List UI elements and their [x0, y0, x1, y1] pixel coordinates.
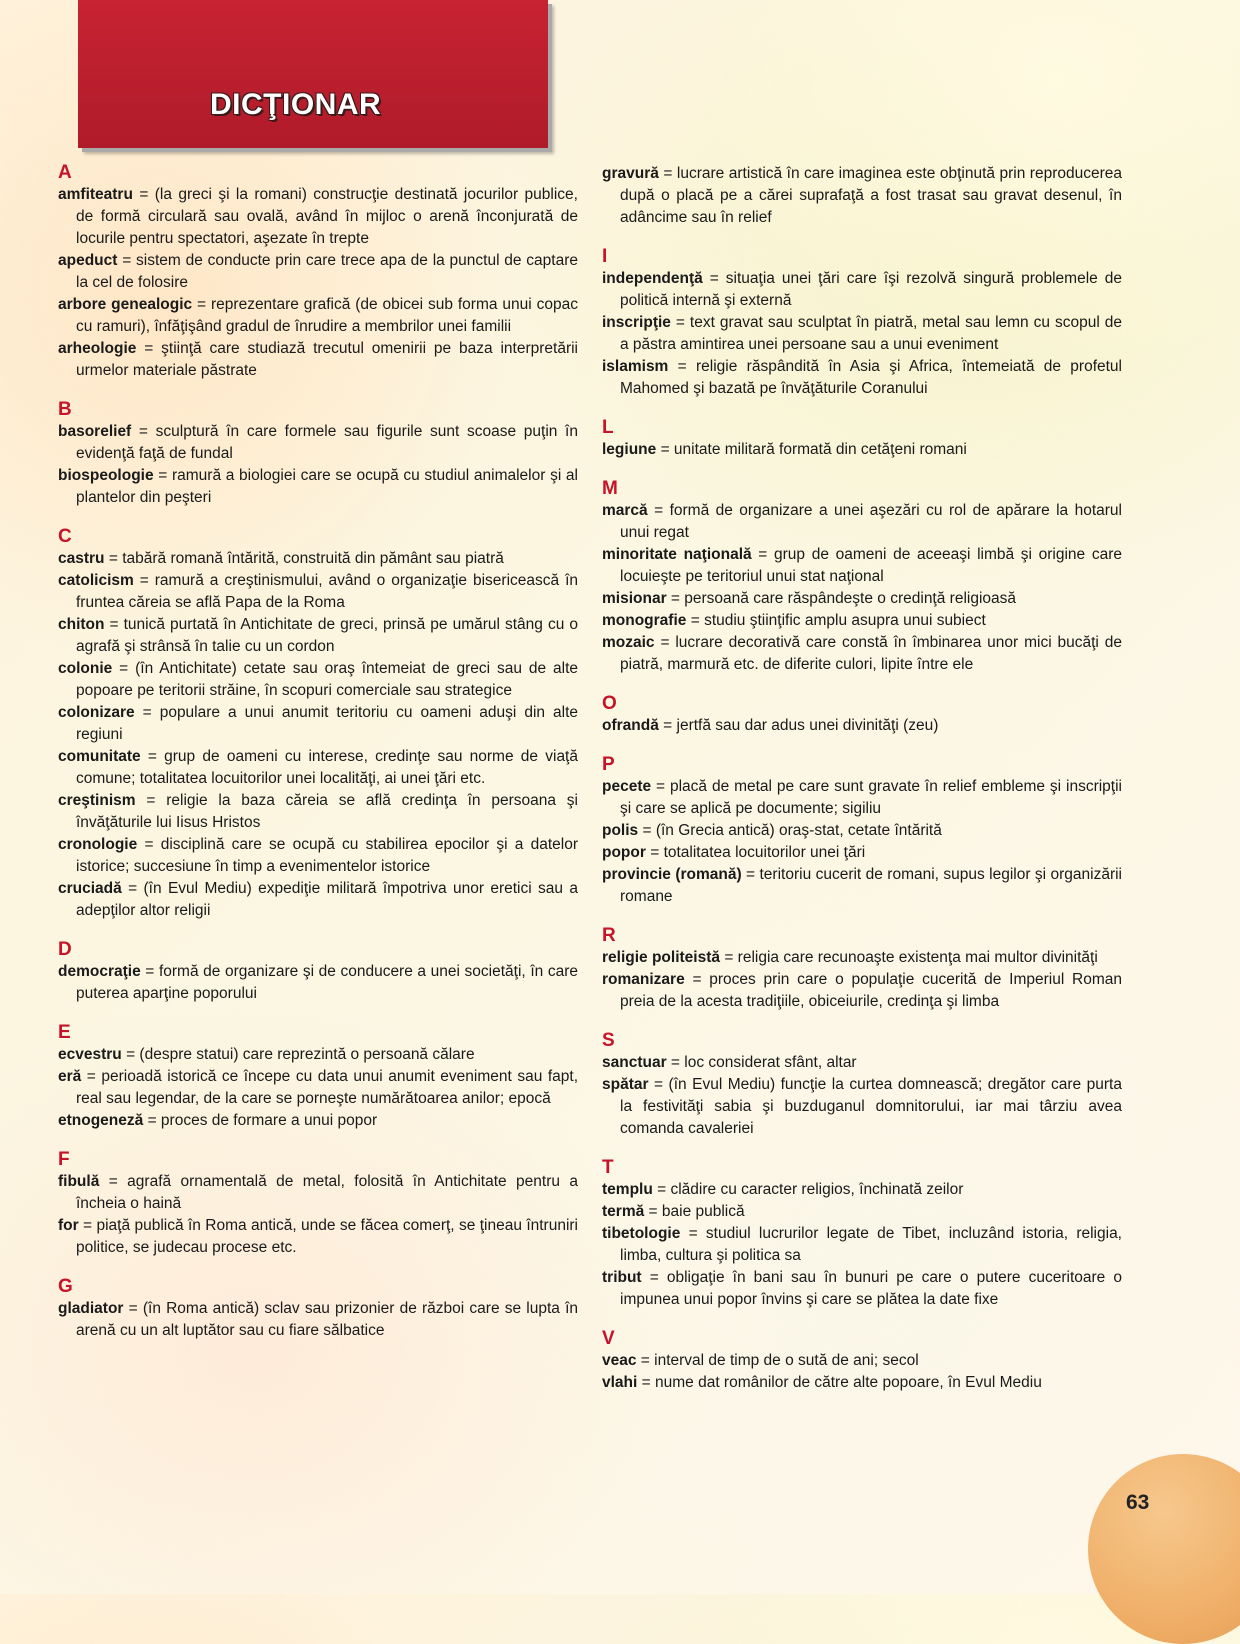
entry-term: gladiator — [58, 1300, 124, 1317]
entry-term: legiune — [602, 441, 657, 458]
dictionary-section — [602, 163, 1122, 229]
dictionary-section — [602, 924, 1122, 1013]
entry-definition: = lucrare decorativă care constă în îmbinarea unor mici bucăţi de piatră, marmură etc. de diferite culori, lipite între ele — [620, 634, 1122, 673]
entry-definition: = situaţia unei ţări care îşi rezolvă singură problemele de politică internă şi externă — [620, 270, 1122, 309]
dictionary-entry — [58, 570, 578, 614]
dictionary-entry — [602, 1179, 1122, 1201]
entry-term: islamism — [602, 358, 669, 375]
dictionary-entry — [602, 1372, 1122, 1394]
entry-definition: = ramură a creştinismului, având o organizaţie bisericească în fruntea căreia se află Papa de la Roma — [76, 572, 578, 611]
dictionary-entry — [58, 184, 578, 250]
dictionary-entry — [602, 439, 1122, 461]
dictionary-entry — [602, 610, 1122, 632]
dictionary-entry — [602, 500, 1122, 544]
dictionary-section — [602, 245, 1122, 400]
dictionary-entry — [602, 776, 1122, 820]
entry-definition: = grup de oameni cu interese, credinţe sau norme de viaţă comune; totalitatea locuitorilor unei localităţi, ai unei ţări etc. — [76, 748, 578, 787]
entry-term: marcă — [602, 502, 648, 519]
dictionary-entry — [58, 878, 578, 922]
entry-term: templu — [602, 1181, 653, 1198]
dictionary-section — [602, 477, 1122, 676]
entry-definition: = text gravat sau sculptat în piatră, metal sau lemn cu scopul de a păstra amintirea unei persoane sau a unui eveniment — [620, 314, 1122, 353]
entry-term: cronologie — [58, 836, 138, 853]
dictionary-entry — [58, 250, 578, 294]
entry-term: monografie — [602, 612, 687, 629]
entry-term: sanctuar — [602, 1054, 667, 1071]
dictionary-entry — [58, 1044, 578, 1066]
title-banner — [78, 0, 548, 148]
page-number-badge — [1088, 1454, 1240, 1644]
dictionary-entry — [58, 746, 578, 790]
entry-definition: = reprezentare grafică (de obicei sub forma unui copac cu ramuri), înfăţişând gradul de înrudire a membrilor unei familii — [76, 296, 578, 335]
section-letter: S — [602, 1030, 615, 1051]
dictionary-section — [58, 1275, 578, 1342]
section-letter: L — [602, 417, 614, 438]
dictionary-entry — [58, 961, 578, 1005]
dictionary-section — [58, 938, 578, 1005]
dictionary-section — [602, 1029, 1122, 1140]
entry-definition: = perioadă istorică ce începe cu data unui anumit eveniment sau fapt, real sau legendar, de la care se porneşte numărătoarea anilor; epocă — [76, 1068, 578, 1107]
dictionary-entry — [58, 1171, 578, 1215]
dictionary-entry — [602, 947, 1122, 969]
dictionary-entry — [602, 842, 1122, 864]
section-letter: V — [602, 1328, 615, 1349]
dictionary-entry — [58, 790, 578, 834]
section-letter: D — [58, 939, 72, 960]
entry-definition: = populare a unui anumit teritoriu cu oameni aduşi din alte regiuni — [76, 704, 578, 743]
section-letter: B — [58, 399, 72, 420]
entry-term: castru — [58, 550, 105, 567]
entry-term: etnogeneză — [58, 1112, 144, 1129]
entry-term: colonizare — [58, 704, 135, 721]
entry-term: mozaic — [602, 634, 655, 651]
entry-definition: = (în Evul Mediu) funcţie la curtea domnească; dregător care purta la festivităţi sabia şi buzduganul domnitorului, iar mai târziu avea comanda cavaleriei — [620, 1076, 1122, 1137]
entry-definition: = proces de formare a unui popor — [143, 1112, 378, 1129]
entry-definition: = grup de oameni de aceeaşi limbă şi origine care locuieşte pe teritoriul unui stat naţional — [620, 546, 1122, 585]
entry-definition: = nume dat românilor de către alte popoare, în Evul Mediu — [637, 1374, 1042, 1391]
dictionary-entry — [602, 1074, 1122, 1140]
section-letter: T — [602, 1157, 614, 1178]
entry-term: ofrandă — [602, 717, 659, 734]
section-letter: E — [58, 1022, 71, 1043]
dictionary-entry — [602, 544, 1122, 588]
section-letter: P — [602, 754, 615, 775]
section-letter: G — [58, 1276, 73, 1297]
entry-definition: = disciplină care se ocupă cu stabilirea epocilor şi a datelor istorice; succesiune în timp a evenimentelor istorice — [76, 836, 578, 875]
dictionary-entry — [58, 294, 578, 338]
dictionary-entry — [602, 969, 1122, 1013]
entry-term: tribut — [602, 1269, 642, 1286]
dictionary-entry — [58, 614, 578, 658]
section-letter: F — [58, 1149, 70, 1170]
entry-term: democraţie — [58, 963, 141, 980]
entry-term: pecete — [602, 778, 652, 795]
dictionary-entry — [602, 1201, 1122, 1223]
entry-term: inscripţie — [602, 314, 671, 331]
dictionary-entry — [602, 588, 1122, 610]
entry-term: spătar — [602, 1076, 649, 1093]
entry-term: independenţă — [602, 270, 703, 287]
entry-definition: = religia care recunoaşte existenţa mai multor divinităţi — [720, 949, 1098, 966]
entry-definition: = religie răspândită în Asia şi Africa, întemeiată de profetul Mahomed şi bazată pe învăţăturile Coranului — [620, 358, 1122, 397]
entry-definition: = piaţă publică în Roma antică, unde se făcea comerţ, se ţineau întruniri politice, se judecau procese etc. — [76, 1217, 578, 1256]
entry-term: fibulă — [58, 1173, 100, 1190]
dictionary-entry — [58, 834, 578, 878]
dictionary-entry — [58, 421, 578, 465]
entry-definition: = agrafă ornamentală de metal, folosită în Antichitate pentru a încheia o haină — [76, 1173, 578, 1212]
dictionary-entry — [602, 715, 1122, 737]
dictionary-entry — [58, 702, 578, 746]
section-letter: A — [58, 162, 72, 183]
entry-definition: = persoană care răspândeşte o credinţă religioasă — [666, 590, 1017, 607]
entry-term: romanizare — [602, 971, 685, 988]
entry-term: minoritate naţională — [602, 546, 752, 563]
dictionary-entry — [58, 1066, 578, 1110]
dictionary-entry — [58, 1215, 578, 1259]
entry-definition: = ştiinţă care studiază trecutul omenirii pe baza interpretării urmelor materiale păstrate — [76, 340, 578, 379]
entry-term: popor — [602, 844, 646, 861]
dictionary-section — [58, 1148, 578, 1259]
dictionary-section — [602, 416, 1122, 461]
dictionary-entry — [602, 268, 1122, 312]
entry-definition: = baie publică — [644, 1203, 745, 1220]
section-letter: I — [602, 246, 608, 267]
entry-term: misionar — [602, 590, 667, 607]
entry-definition: = unitate militară formată din cetăţeni romani — [656, 441, 967, 458]
dictionary-entry — [58, 338, 578, 382]
dictionary-entry — [602, 1267, 1122, 1311]
entry-definition: = jertfă sau dar adus unei divinităţi (zeu) — [658, 717, 939, 734]
entry-term: tibetologie — [602, 1225, 681, 1242]
entry-definition: = interval de timp de o sută de ani; secol — [636, 1352, 919, 1369]
dictionary-section — [602, 1327, 1122, 1394]
section-letter: M — [602, 478, 618, 499]
entry-term: arbore genealogic — [58, 296, 193, 313]
entry-definition: = teritoriu cucerit de romani, supus legilor şi organizării romane — [620, 866, 1122, 905]
dictionary-entry — [602, 312, 1122, 356]
dictionary-entry — [602, 356, 1122, 400]
entry-definition: = sistem de conducte prin care trece apa de la punctul de captare la cel de folosire — [76, 252, 578, 291]
section-letter: R — [602, 925, 616, 946]
page-title: DICŢIONAR — [210, 88, 382, 121]
entry-term: apeduct — [58, 252, 118, 269]
dictionary-entry — [602, 1052, 1122, 1074]
entry-term: termă — [602, 1203, 645, 1220]
section-letter: C — [58, 526, 72, 547]
dictionary-entry — [58, 465, 578, 509]
entry-term: biospeologie — [58, 467, 154, 484]
entry-definition: = tabără romană întărită, construită din pământ sau piatră — [104, 550, 504, 567]
entry-term: comunitate — [58, 748, 141, 765]
dictionary-entry — [58, 1298, 578, 1342]
entry-definition: = lucrare artistică în care imaginea este obţinută prin reproducerea după o placă pe a cărei suprafaţă a fost trasat sau gravat desenul, în adâncime sau în relief — [620, 165, 1122, 226]
entry-term: amfiteatru — [58, 186, 133, 203]
entry-term: basorelief — [58, 423, 132, 440]
dictionary-entry — [602, 864, 1122, 908]
dictionary-section — [602, 1156, 1122, 1311]
entry-definition: = tunică purtată în Antichitate de greci, prinsă pe umărul stâng cu o agrafă şi strânsă în talie cu un cordon — [76, 616, 578, 655]
left-column — [58, 161, 578, 1358]
dictionary-section — [602, 692, 1122, 737]
entry-definition: = (în Evul Mediu) expediţie militară împotriva unor eretici sau a adepţilor altor religii — [76, 880, 578, 919]
dictionary-section — [58, 525, 578, 922]
right-column — [602, 163, 1122, 1410]
entry-definition: = ramură a biologiei care se ocupă cu studiul animalelor şi al plantelor din peşteri — [76, 467, 578, 506]
entry-term: vlahi — [602, 1374, 638, 1391]
entry-definition: = loc considerat sfânt, altar — [666, 1054, 857, 1071]
entry-definition: = (în Antichitate) cetate sau oraş întemeiat de greci sau de alte popoare pe teritorii străine, în scopuri comerciale sau strategice — [76, 660, 578, 699]
entry-term: cruciadă — [58, 880, 122, 897]
entry-term: chiton — [58, 616, 105, 633]
entry-definition: = (în Roma antică) sclav sau prizonier de război care se lupta în arenă cu un alt luptător sau cu fiare sălbatice — [76, 1300, 578, 1339]
entry-definition: = proces prin care o populaţie cucerită de Imperiul Roman preia de la acesta tradiţiile, obiceiurile, credinţa şi limba — [620, 971, 1122, 1010]
entry-definition: = placă de metal pe care sunt gravate în relief embleme şi inscripţii şi care se aplică pe documente; sigiliu — [620, 778, 1122, 817]
entry-term: colonie — [58, 660, 113, 677]
entry-definition: = obligaţie în bani sau în bunuri pe care o putere cuceritoare o impunea unui popor învins şi care se plătea la date fixe — [620, 1269, 1122, 1308]
entry-definition: = studiu ştiinţific amplu asupra unui subiect — [686, 612, 986, 629]
entry-definition: = studiul lucrurilor legate de Tibet, incluzând istoria, religia, limba, cultura şi politica sa — [620, 1225, 1122, 1264]
dictionary-entry — [602, 632, 1122, 676]
entry-term: catolicism — [58, 572, 134, 589]
entry-term: eră — [58, 1068, 82, 1085]
entry-definition: = (în Grecia antică) oraş-stat, cetate întărită — [638, 822, 942, 839]
dictionary-entry — [602, 820, 1122, 842]
dictionary-entry — [602, 1223, 1122, 1267]
entry-definition: = (la greci şi la romani) construcţie destinată jocurilor publice, de formă circulară sau ovală, având în mijloc o arenă înconjurată de locurile pentru spectatori, aşezate în trepte — [76, 186, 578, 247]
dictionary-entry — [602, 163, 1122, 229]
entry-definition: = religie la baza căreia se află credinţa în persoana şi învăţăturile lui Iisus Hristos — [76, 792, 578, 831]
dictionary-section — [58, 161, 578, 382]
dictionary-entry — [58, 1110, 578, 1132]
dictionary-entry — [58, 548, 578, 570]
entry-definition: = formă de organizare şi de conducere a unei societăţi, în care puterea aparţine poporului — [76, 963, 578, 1002]
entry-term: veac — [602, 1352, 637, 1369]
entry-term: creştinism — [58, 792, 136, 809]
entry-term: ecvestru — [58, 1046, 122, 1063]
entry-definition: = sculptură în care formele sau figurile sunt scoase puţin în evidenţă faţă de fundal — [76, 423, 578, 462]
entry-definition: = formă de organizare a unei aşezări cu rol de apărare la hotarul unui regat — [620, 502, 1122, 541]
entry-term: for — [58, 1217, 79, 1234]
entry-term: arheologie — [58, 340, 137, 357]
section-letter: O — [602, 693, 617, 714]
entry-term: religie politeistă — [602, 949, 721, 966]
dictionary-section — [58, 1021, 578, 1132]
entry-term: polis — [602, 822, 639, 839]
entry-definition: = (despre statui) care reprezintă o persoană călare — [121, 1046, 475, 1063]
entry-definition: = clădire cu caracter religios, închinată zeilor — [652, 1181, 964, 1198]
dictionary-entry — [58, 658, 578, 702]
page-number: 63 — [1126, 1491, 1150, 1514]
dictionary-section — [58, 398, 578, 509]
entry-term: gravură — [602, 165, 659, 182]
dictionary-section — [602, 753, 1122, 908]
dictionary-entry — [602, 1350, 1122, 1372]
entry-definition: = totalitatea locuitorilor unei ţări — [645, 844, 866, 861]
entry-term: provincie (romană) — [602, 866, 742, 883]
